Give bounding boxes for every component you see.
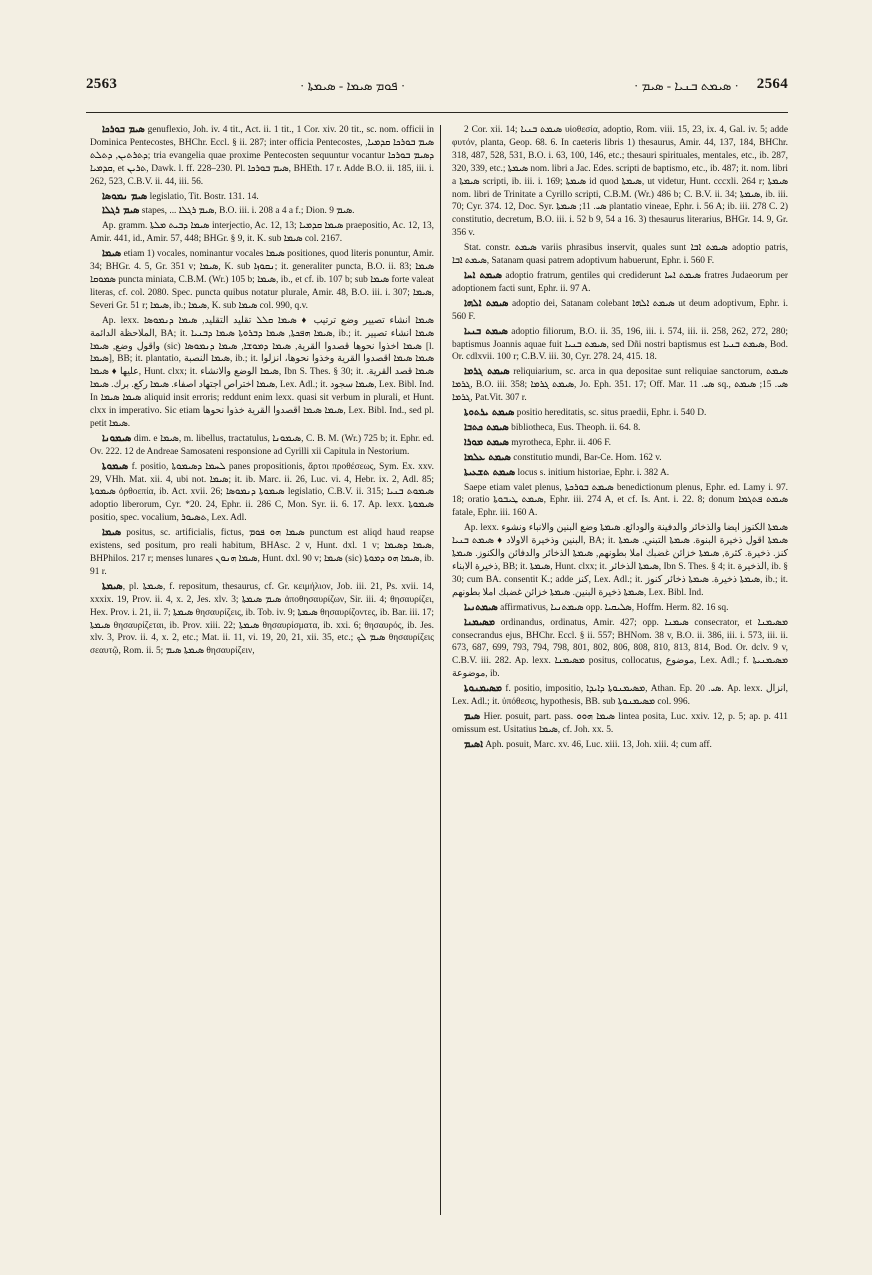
- dictionary-entry: [90, 124, 434, 189]
- dictionary-entry: [452, 467, 788, 480]
- entry-text: genuflexio, Joh. iv. 4 tit., Act. ii. 1 tit., 1 Cor. xiv. 20 tit., sc. nom. officii in Dominica Pentecostes, BHChr. Eccl. § ii. 287; inter officia Pentecostes, ܣܝܡ ܒܘܪܟܐ ܩܕܡܝܐ, ܕܬܪܬܝܢ, ܕܬܠܬ; tria evangelia quae proxime Pentecosten sequuntur vocantur ܕܣܝܡ ܒܘܪܟܐ ܩܕܡܝܐ, et ܬܪܝܢ, Dawk. l. ff. 228–230. Pl. ܣܝܡ ܒܘܪܟܐ, BHEth. 17 r. Adde B.O. ii. 185, iii. i. 262, 523, C.B.V. ii. 44, iii. 56.: [90, 125, 434, 187]
- entry-text: Hier. posuit, part. pass. ܣܝܡܐ ܗܘܘ lintea posita, Luc. xxiv. 12, p. 5; ap. p. 411 omissum est. Usitatius ܣܝܡܐ, cf. Joh. xx. 5.: [452, 711, 788, 735]
- entry-headword: ܣܝܡܐ: [102, 527, 122, 539]
- entry-headword: ܣܝܡ ܢܡܘܣܐ: [102, 190, 148, 202]
- entry-headword: ܣܝܡ ܒܘܪܟܐ: [102, 124, 145, 135]
- entry-headword: ܣܝܡܬ ܝܪܬܘܬܐ: [464, 407, 515, 419]
- page-header: [86, 76, 788, 98]
- entry-text: reliquiarium, sc. arca in qua depositae sunt reliquiae sanctorum, ܣܝܡܬ ܓܪܡܐ, B.O. iii. 358; ܣܝܡܬ ܓܪܡܐ, Jo. Eph. 351. 17; Off. Mar. ܣܝ. 11 sq., ܣܝ. 15; ܣܝܡܬ ܓܪܡܐ, Pat.Vit. 307 r.: [452, 367, 788, 404]
- dictionary-entry: [452, 437, 788, 450]
- entry-text: locus s. initium historiae, Ephr. i. 382 A.: [515, 467, 670, 478]
- entry-headword: ܣܝܡ ܪܓܠܐ: [102, 205, 140, 217]
- dictionary-entry: [90, 581, 434, 658]
- entry-text: Ap. lexx. ܣܝܡܬܐ الكنوز ايضا والذخائر والدفينة والودائع. ܣܝܡܬܐ وضع البنين والانباء ونشوء البنين وذخيرة الاولاد ♦ ܣܝܡܬ ܒܢܝܐ, BA; it. ܣܝܡܬܐ اقول ذخيرة البنوة. ܣܝܡܬܐ التبني. ܣܝܡܬܐ كنز. ذخيرة. كثرة, ܣܝܡܬܐ خزائن غضبك املا بطونهم, ܣܝܡܬܐ الذخائر والدفائن والكنوز. ܣܝܡܬܐ ذخيرة الابناء, BB; it. ܣܝܡܬܐ, Hunt. clxx; it. ܣܝܡܬܐ الذخائر, Ibn S. Thes. § 4; it. الذخيرة, ib. § 30; cum BA. consentit K.; adde كنز, Lex. Adl.; it. ܣܝܡܬܐ ذخيرة. ܣܝܡܬܐ ذخائر كنوز, ib.; it. ܣܝܡܬܐ ذخيرة البنين. ܣܝܡܬܐ خزائن غضبك املا بطونهم, Lex. Bibl. Ind.: [452, 523, 788, 598]
- dictionary-entry: [452, 683, 788, 709]
- entry-headword: ܣܝܡܬ ܐܠܗܐ: [464, 297, 509, 309]
- running-title-right: · ܣܝܡܬ ܒܢܝܐ - ܣܝܡ ·: [634, 78, 739, 93]
- entry-text: f. positio, ܠܚܡܐ ܕܣܝܡܘܬܐ panes propositionis, ἄρτοι προθέσεως, Sym. Ex. xxv. 29, VHh. Mat. xii. 4, ubi not. ܣܝܡܐ; it. ib. Marc. ii. 26, Luc. vi. 4, Hebr. ix. 2, Adl. 85; ܣܝܡܘܬܐ ὀρθοεπία, ib. Act. xvii. 26; ܣܝܡܘܬܐ ܕܢܡܘܣܐ legislatio, C.B.V. ii. 315; ܣܝܡܘܬ ܒܢܝܐ adoptio liberorum, Cyr. *20. 24, Ephr. ii. 286 C, Mon. Syr. ii. 6. 17. Ap. lexx. ܣܝܡܘܬܐ positio, spec. vocalium, ܬܣܝܘܪ, Lex. Adl.: [90, 461, 434, 524]
- entry-text: Ap. lexx. ܣܝܡܐ انشاء تصيير وضع ترتيب ♦ ܣܝܡܐ ܩܠܠ تقليد التقليد, ܣܝܡܐ ܕܢܡܘܣܐ الملاحظة الدائمة, BA; it. ܣܝܡܐ ܗܦܟܬܐ, ܣܝܡܐ ܕܒܪܘܬܐ ܣܝܡܐ ܕܒܢܝܐ, ib.; it. ܣܝܡܐ انشاء تصيير واقول وضع, ܣܝܡܐ (sic) ܣܝܡܐ اخذوا نحوها قصدوا القرية, ܣܝܡܐ ܕܡܘܫܐ, ܣܝܡܐ ܕܢܡܘܣܐ [l. ܣܝܡܐ], BB; it. plantatio, ܣܝܡܐ النصبة, ib.; it. ܣܝܡܐ ܣܝܡܐ اقصدوا القرية وخذوا نحوها، انزلوا عليها ♦ ܣܝܡܐ, Hunt. clxx; it. ܣܝܡܐ الوضع والانشاء, Ibn S. Thes. § 30; it. ܣܝܡܐ قصد القرية. ܣܝܡܐ اختراص اجتهاد اصفاء. ܣܝܡܐ ركع. برك. ܣܝܡܐ, Lex. Adl.; it. ܣܝܡܐ سجود, Lex. Bibl. Ind. In ܣܝܡܐ ܣܝܡܐ aliquid insit erroris; reddunt enim lexx. quasi sit verbum in plurali, et Hunt. clxx in imperativo. Sic etiam ܣܝܡܐ ܣܝܡܐ اقصدوا القرية خذوا نحوها, Lex. Bibl. Ind., sed pl. petit ܣܝܡܐ.: [90, 315, 434, 429]
- entry-headword: ܣܝܡܘܢܐ: [102, 432, 132, 444]
- entry-headword: ܣܝܡܬ ܒܢܝܐ: [464, 325, 508, 337]
- entry-text: positio hereditatis, sc. situs praedii, Ephr. i. 540 D.: [514, 408, 707, 419]
- dictionary-entry: [452, 366, 788, 405]
- entry-headword: ܣܝܡܬ ܓܪܡܐ: [464, 366, 510, 378]
- dictionary-entry: [452, 711, 788, 737]
- dictionary-entry: [452, 242, 788, 268]
- entry-text: bibliotheca, Eus. Theoph. ii. 64. 8.: [508, 422, 641, 433]
- dictionary-entry: [90, 527, 434, 579]
- entry-text: positus, sc. artificialis, fictus, ܣܝܡܐ ܗܘ ܦܘܡ punctum est aliqd haud reapse existens, sed positum, pro reali habitum, BHAsc. 2 v, Hunt. dxl. 1 v; ܣܝܡܐ ܕܣܝܡܐ, BHPhilos. 217 r; menses lunares ܣܝܡܐ ܗܢܘܢ, Hunt. dxl. 90 v; ܣܝܡܐ (sic) ܣܝܡܐ ܗܘ ܕܡܘܬܐ, ib. 91 r.: [90, 528, 434, 577]
- entry-headword: ܐܣܝܡ: [464, 738, 483, 750]
- dictionary-entry: [452, 617, 788, 682]
- entry-text: ordinandus, ordinatus, Amir. 427; opp. ܣܝܡܢܐ consecrator, et ܡܣܝܡܢܐ consecrandus ejus, BHChr. Eccl. § ii. 557; BHNom. 38 v, B.O. ii. 386, iii. i. 573, iii. ii. 673, 687, 699, 793, 794, 798, 801, 802, 806, 808, 810, 813, 814, Bod. Or. dclv. 9 v, C.B.V. iii. 282. Ap. lexx. ܡܣܝܡܢܐ positus, collocatus, موضوع, Lex. Adl.; f. ܡܣܝܡܢܝܬܐ موضوعة, ib.: [452, 617, 788, 680]
- dictionary-entry: [90, 461, 434, 526]
- dictionary-entry: [452, 522, 788, 599]
- entry-text: constitutio mundi, Bar-Ce. Hom. 162 v.: [510, 452, 662, 463]
- dictionary-entry: [452, 407, 788, 420]
- entry-text: , pl. ܣܝܡܬܐ, f. repositum, thesaurus, cf. Gr. κειμήλιον, Job. iii. 21, Ps. xvii. 14, xxxix. 19, Prov. ii. 4, x. 2, Jes. xlv. 3; ܣܝܡ ܣܝܡܬܐ ἀποθησαυρίζων, Sir. iii. 4; θησαυρίζει, Hex. Prov. i. 21, ii. 7; ܣܝܡܬܐ θησαυρίζεις, ib. Tob. iv. 9; ܣܝܡܬܐ θησαυρίζοντες, ib. Bar. iii. 17; ܣܝܡܬܐ θησαυρίζεται, ib. Prov. xiii. 22; ܣܝܡܬܐ θησαυρίσματα, ib. xxi. 6; θησαυρός, ib. Jes. xlv. 3, Prov. ii. 4, x. 2, etc.; Mat. ii. 11, vi. 19, 20, 21, xii. 35, etc.; ܣܝܡ ܠܟ θησαυρίζεις σεαυτῷ, Rom. ii. 5; ܣܝܡܬܐ ܣܝܡ θησαυρίζειν,: [90, 581, 434, 657]
- entry-headword: ܣܝܡܬ ܡܘܪܐ: [464, 436, 509, 448]
- dictionary-entry: [452, 298, 788, 324]
- entry-text: dim. e ܣܝܡܐ, m. libellus, tractatulus, ܣܝܡܘܢܐ, C. B. M. (Wr.) 725 b; it. Ephr. ed. Ov. 222. 12 de Andreae Samosateni responsione ad Cyrilli xii Capitula in Nestorium.: [90, 433, 434, 457]
- entry-headword: ܣܝܡܘܬܐ: [102, 460, 129, 472]
- dictionary-entry: [90, 433, 434, 459]
- entry-headword: ܣܝܡܬܢܝܐ: [464, 601, 498, 613]
- dictionary-entry: [452, 326, 788, 365]
- entry-headword: ܣܝܡܬ ܟܬܒܐ: [464, 421, 509, 433]
- entry-text: adoptio fratrum, gentiles qui crediderunt ܣܝܡܬ ܐܚܐ fratres Judaeorum per adoptionem facti sunt, Ephr. ii. 97 A.: [452, 270, 788, 294]
- dictionary-entry: [90, 248, 434, 313]
- entry-text: etiam 1) vocales, nominantur vocales ܣܝܡܐ positiones, quod literis ponuntur, Amir. 34; BHGr. 4. 5, Gr. 351 v; ܣܝܡܐ, K. sub ܢܩܘܙܐ; it. generaliter puncta, B.O. ii. 83; ܣܝܡܐ ܣܡܘܩܐ puncta miniata, C.B.M. (Wr.) 105 b; ܣܝܡܐ, ib., et cf. ib. 107 b; sub ܣܝܡܐ forte valeat literas, cf. col. 2080. Spec. puncta quibus notatur plurale, Amir. 48, B.O. iii. i. 307; ܣܝܡܐ, Severi Gr. 51 r; ܣܝܡܐ, ib.; ܣܝܡܐ, K. sub ܣܝܡܐ col. 990, q.v.: [90, 249, 434, 311]
- dictionary-entry: [452, 124, 788, 240]
- dictionary-entry: [452, 270, 788, 296]
- entry-text: stapes, ... ܣܝܡ ܪܓܠܐ, B.O. iii. i. 208 a 4 a f.; Dion. ܣܝܡ 9.: [139, 206, 355, 217]
- entry-text: adoptio filiorum, B.O. ii. 35, 196, iii. i. 574, iii. ii. 258, 262, 272, 280; baptismus Joannis aquae fuit ܣܝܡܬ ܒܢܝܐ, sed Dñi nostri baptismus est ܣܝܡܬ ܒܢܝܐ, Bod. Or. cdlxvii. 100 r; C.B.V. iii. 30, Cyr. 278. 24, 415. 18.: [452, 326, 788, 363]
- entry-text: legislatio, Tit. Bostr. 131. 14.: [147, 191, 259, 202]
- header-rule: [86, 112, 788, 113]
- entry-text: Ap. gramm. ܣܝܡܐ ܕܒܝܬ ܡܠܬܐ interjectio, Ac. 12, 13; ܣܝܡܐ ܩܕܡܝܐ praepositio, Ac. 12, 13, Amir. 441, id., Amir. 57, 448; BHGr. § 9, it. K. sub ܣܝܡܐ col. 2167.: [90, 221, 434, 245]
- right-column: [452, 124, 788, 1229]
- page-number-left: 2563: [86, 76, 118, 92]
- dictionary-entry: [452, 422, 788, 435]
- entry-headword: ܡܣܝܡܢܐ: [464, 616, 496, 628]
- page-number-right: 2564: [756, 76, 788, 92]
- entry-text: Stat. constr. ܣܝܡܬ variis phrasibus inservit, quales sunt ܣܝܡܬ ܐܒܐ adoptio patris, ܣܝܡܬ ܐܒܐ, Satanam quasi patrem adoptivum habuerunt, Ephr. i. 560 F.: [452, 243, 788, 267]
- column-separator: [440, 125, 441, 1215]
- dictionary-entry: [452, 739, 788, 752]
- entry-headword: ܡܣܝܡܢܘܬܐ: [464, 683, 503, 695]
- dictionary-entry: [452, 602, 788, 615]
- entry-headword: ܣܝܡ: [464, 710, 481, 722]
- left-column: [90, 124, 434, 1229]
- entry-text: affirmativus, ܣܝܡܬܢܝܐ opp. ܣܠܝܩܝܐ, Hoffm. Herm. 82. 16 sq.: [497, 602, 729, 613]
- entry-headword: ܣܝܡܬ ܐܚܐ: [464, 269, 503, 281]
- dictionary-entry: [452, 452, 788, 465]
- entry-text: 2 Cor. xii. 14; ܣܝܡܬ ܒܢܝܐ υἱοθεσία, adoptio, Rom. viii. 15, 23, ix. 4, Gal. iv. 5; adde φυτόν, planta, Geop. 68. 6. In caeteris libris 1) thesaurus, Amir. 44, 137, 184, BHChr. 318, 487, 528, 531, B.O. i. 63, 100, 146, etc.; thesauri spirituales, mentales, etc., ib. 287, 320, 339, etc.; ܣܝܡܬܐ nom. libri a Jac. Edes. scripti de baptismo, etc., ib. 487; it. nom. libri a ܣܝܡܬܐ scripti, ib. iii. i. 169; ܣܝܡܬܐ id quod ܣܝܡܬܐ, ut videtur, Hunt. cccxli. 264 r; ܣܝܡܬܐ nom. libri de Trinitate a Cyrillo scripti, C.B.M. (Wr.) 486 b; C. B.V. ii. 34; ܣܝܡܬܐ, ib. iii. 70; Cyr. 374. 12, Doc. Syr. ܣܝ. 11; ܣܝܡܬܐ plantatio vineae, Ephr. i. 56 A; ib. iii. 278 C. 2) constitutio, decretum, B.O. iii. i. 52 b 9, 54 a 16. 3) thesaurus literarius, BHGr. 14. 9, Gr. 356 v.: [452, 125, 788, 239]
- entry-headword: ܣܝܡܬ ܬܫܥܝܬܐ: [464, 466, 516, 478]
- entry-text: myrotheca, Ephr. ii. 406 F.: [508, 437, 612, 448]
- running-title-left: · ܦܘܡ ܣܝܡܐ - ܣܝܡܬܐ ·: [300, 78, 406, 93]
- entry-text: Saepe etiam valet plenus, ܣܝܡܬ ܒܘܪܟܬܐ benedictionum plenus, Ephr. ed. Lamy i. 97. 18; oratio ܣܝܡܬ ܛܝܒܘܬܐ, Ephr. iii. 274 A, et cf. Is. Ant. i. 22. 8; donum ܣܝܡܬ ܦܬܓܡܐ fatale, Ephr. iii. 160 A.: [452, 482, 788, 519]
- entry-headword: ܣܝܡܬܐ: [102, 580, 123, 592]
- dictionary-entry: [90, 315, 434, 431]
- dictionary-entry: [90, 220, 434, 246]
- entry-text: adoptio dei, Satanam colebant ܣܝܡܬ ܐܠܗܐ ut deum adoptivum, Ephr. i. 560 F.: [452, 298, 788, 322]
- entry-text: Aph. posuit, Marc. xv. 46, Luc. xiii. 13, Joh. xiii. 4; cum aff.: [482, 739, 712, 750]
- entry-headword: ܣܝܡܬ ܥܠܡܐ: [464, 451, 511, 463]
- dictionary-entry: [90, 205, 434, 218]
- entry-headword: ܣܝܡܐ: [102, 248, 122, 260]
- dictionary-entry: [452, 482, 788, 521]
- dictionary-entry: [90, 191, 434, 204]
- entry-text: f. positio, impositio, ܡܣܝܡܢܘܬܐ ܕܐܝܕܐ, Athan. Ep. ܣܝ. 20. Ap. lexx. انزال, Lex. Adl.; it. ὑπόθεσις, hypothesis, BB. sub ܡܣܝܡܢܘܬܐ col. 996.: [452, 684, 788, 708]
